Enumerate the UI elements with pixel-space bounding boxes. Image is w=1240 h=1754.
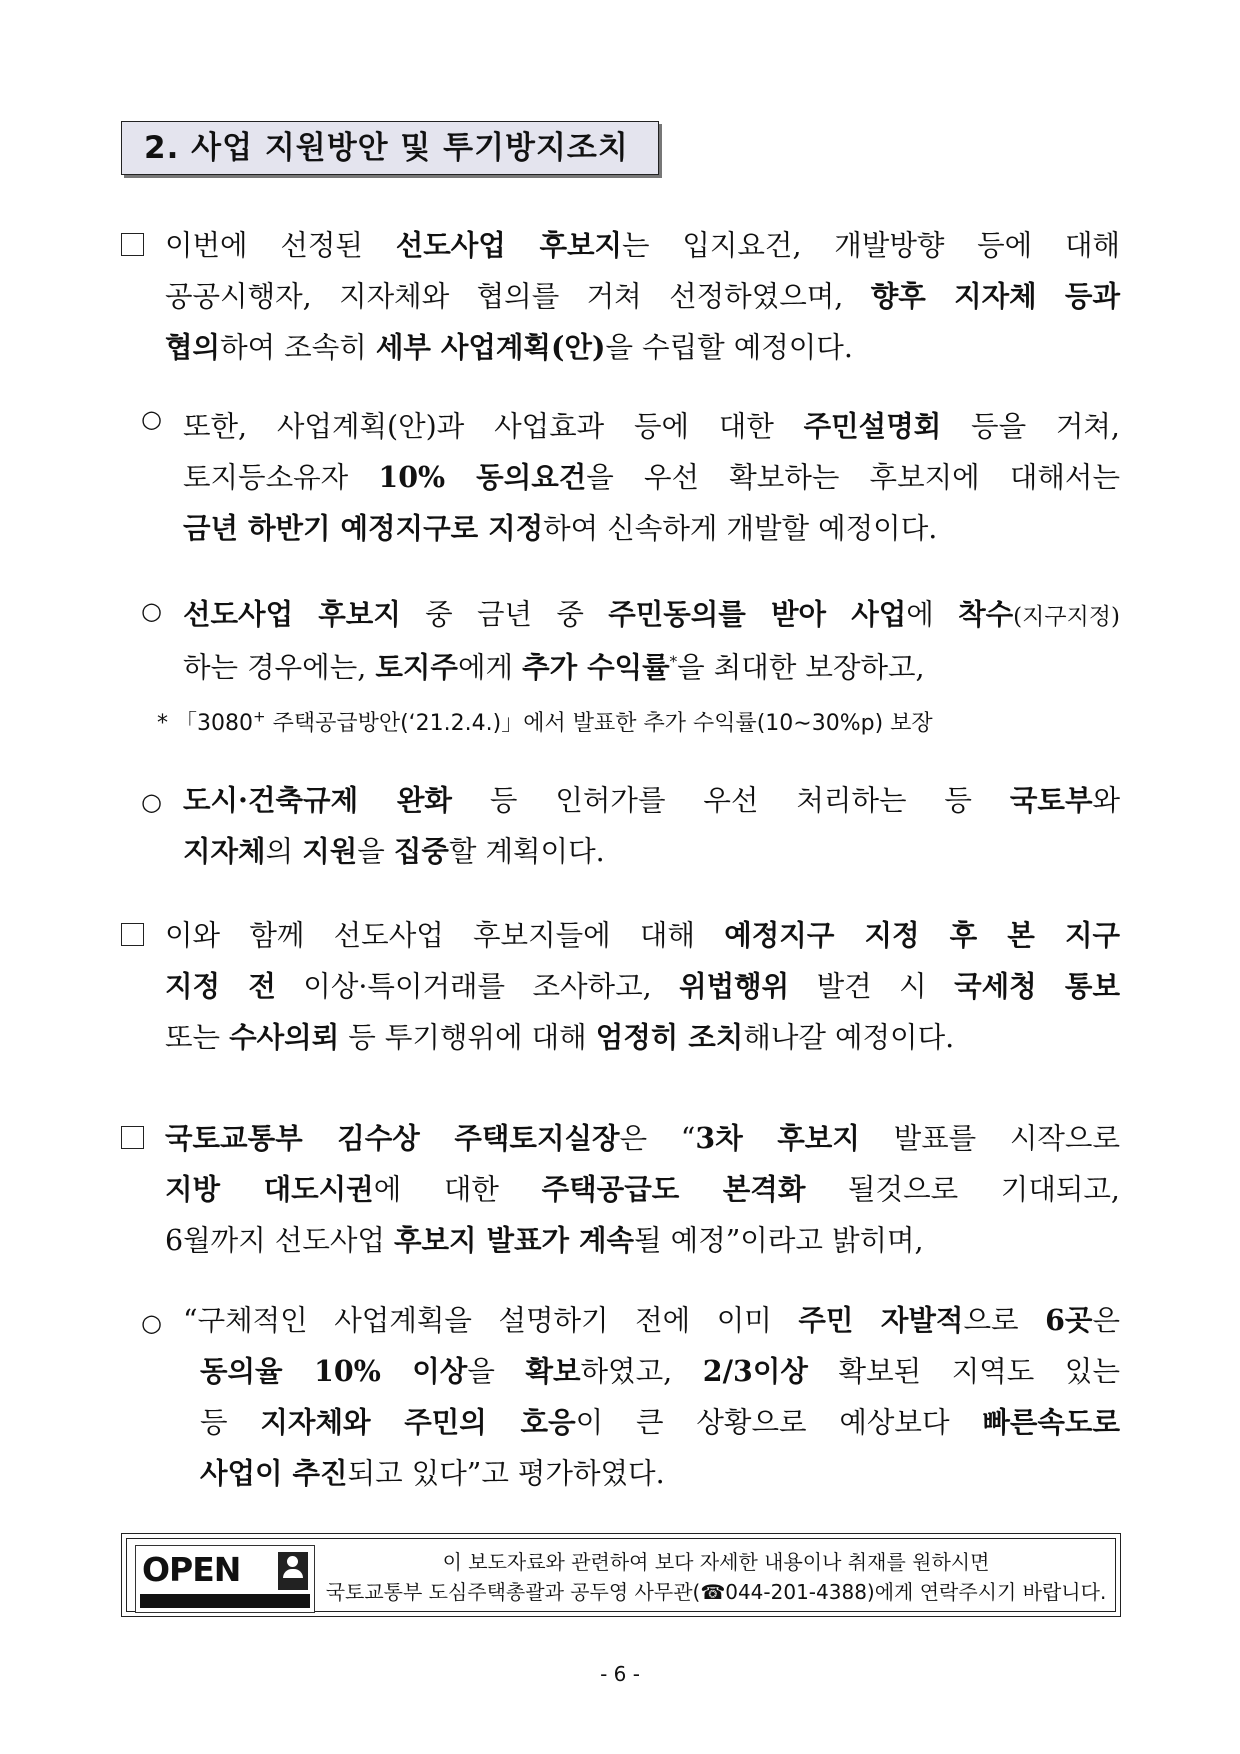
box-bullet-2 [121, 923, 144, 946]
paragraph-1-line-2: 공공시행자, 지자체와 협의를 거쳐 선정하였으며, 향후 지자체 등과 [165, 279, 1120, 313]
paragraph-6-line-1: 국토교통부 김수상 주택토지실장은 “3차 후보지 발표를 시작으로 [165, 1121, 1120, 1155]
paragraph-4-line-1: 도시·건축규제 완화 등 인허가를 우선 처리하는 등 국토부와 [183, 783, 1121, 817]
paragraph-1 [165, 220, 1120, 373]
paragraph-5-line-2: 지정 전 이상·특이거래를 조사하고, 위법행위 발견 시 국세청 통보 [165, 969, 1120, 1003]
footnote-marker: * [157, 711, 168, 736]
box-bullet-1 [121, 233, 144, 256]
paragraph-7-line-1: “구체적인 사업계획을 설명하기 전에 이미 주민 자발적으로 6곳은 [183, 1303, 1120, 1337]
paragraph-3-line-2: 하는 경우에는, 토지주에게 추가 수익률*을 최대한 보장하고, [183, 650, 925, 684]
paragraph-7-line-4: 사업이 추진되고 있다”고 평가하였다. [200, 1456, 665, 1490]
contact-info-box-inner [126, 1538, 1116, 1612]
paragraph-2-line-1: 또한, 사업계획(안)과 사업효과 등에 대한 주민설명회 등을 거쳐, [183, 409, 1120, 443]
open-logo-text: OPEN [142, 1550, 241, 1589]
paragraph-5-line-1: 이와 함께 선도사업 후보지들에 대해 예정지구 지정 후 본 지구 [165, 918, 1121, 952]
paragraph-3 [183, 589, 1120, 693]
paragraph-7 [183, 1295, 1120, 1499]
logo-bar [140, 1594, 310, 1608]
paragraph-2-line-3: 금년 하반기 예정지구로 지정하여 신속하게 개발할 예정이다. [183, 511, 938, 545]
contact-info-box [121, 1533, 1121, 1617]
paragraph-7-line-3: 등 지자체와 주민의 호응이 큰 상황으로 예상보다 빠른속도로 [200, 1405, 1120, 1439]
paragraph-6 [165, 1113, 1120, 1266]
circle-bullet-3: ○ [141, 788, 162, 816]
paragraph-2-line-2: 토지등소유자 10% 동의요건을 우선 확보하는 후보지에 대해서는 [183, 460, 1120, 494]
paragraph-7-line-2: 동의율 10% 이상을 확보하였고, 2/3이상 확보된 지역도 있는 [200, 1354, 1120, 1388]
circle-bullet-1: ○ [141, 405, 162, 433]
page-number: - 6 - [600, 1662, 640, 1686]
paragraph-1-line-3: 협의하여 조속히 세부 사업계획(안)을 수립할 예정이다. [165, 330, 853, 364]
contact-info-text [323, 1547, 1109, 1607]
footnote: * 「3080+ 주택공급방안(‘21.2.4.)」에서 발표한 추가 수익률(10∼30%p) 보장 [157, 707, 933, 736]
paragraph-4-line-2: 지자체의 지원을 집중할 계획이다. [183, 834, 605, 868]
circle-bullet-2: ○ [141, 597, 162, 625]
open-license-logo [135, 1545, 315, 1613]
paragraph-3-line-1: 선도사업 후보지 중 금년 중 주민동의를 받아 사업에 착수(지구지정) [183, 597, 1120, 631]
paragraph-5-line-3: 또는 수사의뢰 등 투기행위에 대해 엄정히 조치해나갈 예정이다. [165, 1020, 955, 1054]
paragraph-6-line-2: 지방 대도시권에 대한 주택공급도 본격화 될것으로 기대되고, [165, 1172, 1120, 1206]
section-title: 2. 사업 지원방안 및 투기방지조치 [121, 121, 659, 175]
paragraph-4 [183, 775, 1120, 877]
paragraph-1-line-1: 이번에 선정된 선도사업 후보지는 입지요건, 개발방향 등에 대해 [165, 228, 1121, 262]
paragraph-5 [165, 910, 1120, 1063]
contact-info-line-2: 국토교통부 도심주택총괄과 공두영 사무관(☎044-201-4388)에게 연락주시기 바랍니다. [325, 1580, 1107, 1604]
contact-info-line-1: 이 보도자료와 관련하여 보다 자세한 내용이나 취재를 원하시면 [442, 1550, 990, 1574]
box-bullet-3 [121, 1126, 144, 1149]
circle-bullet-4: ○ [141, 1309, 162, 1337]
paragraph-2 [183, 401, 1120, 554]
paragraph-6-line-3: 6월까지 선도사업 후보지 발표가 계속될 예정”이라고 밝히며, [165, 1223, 924, 1257]
person-icon [278, 1552, 308, 1590]
